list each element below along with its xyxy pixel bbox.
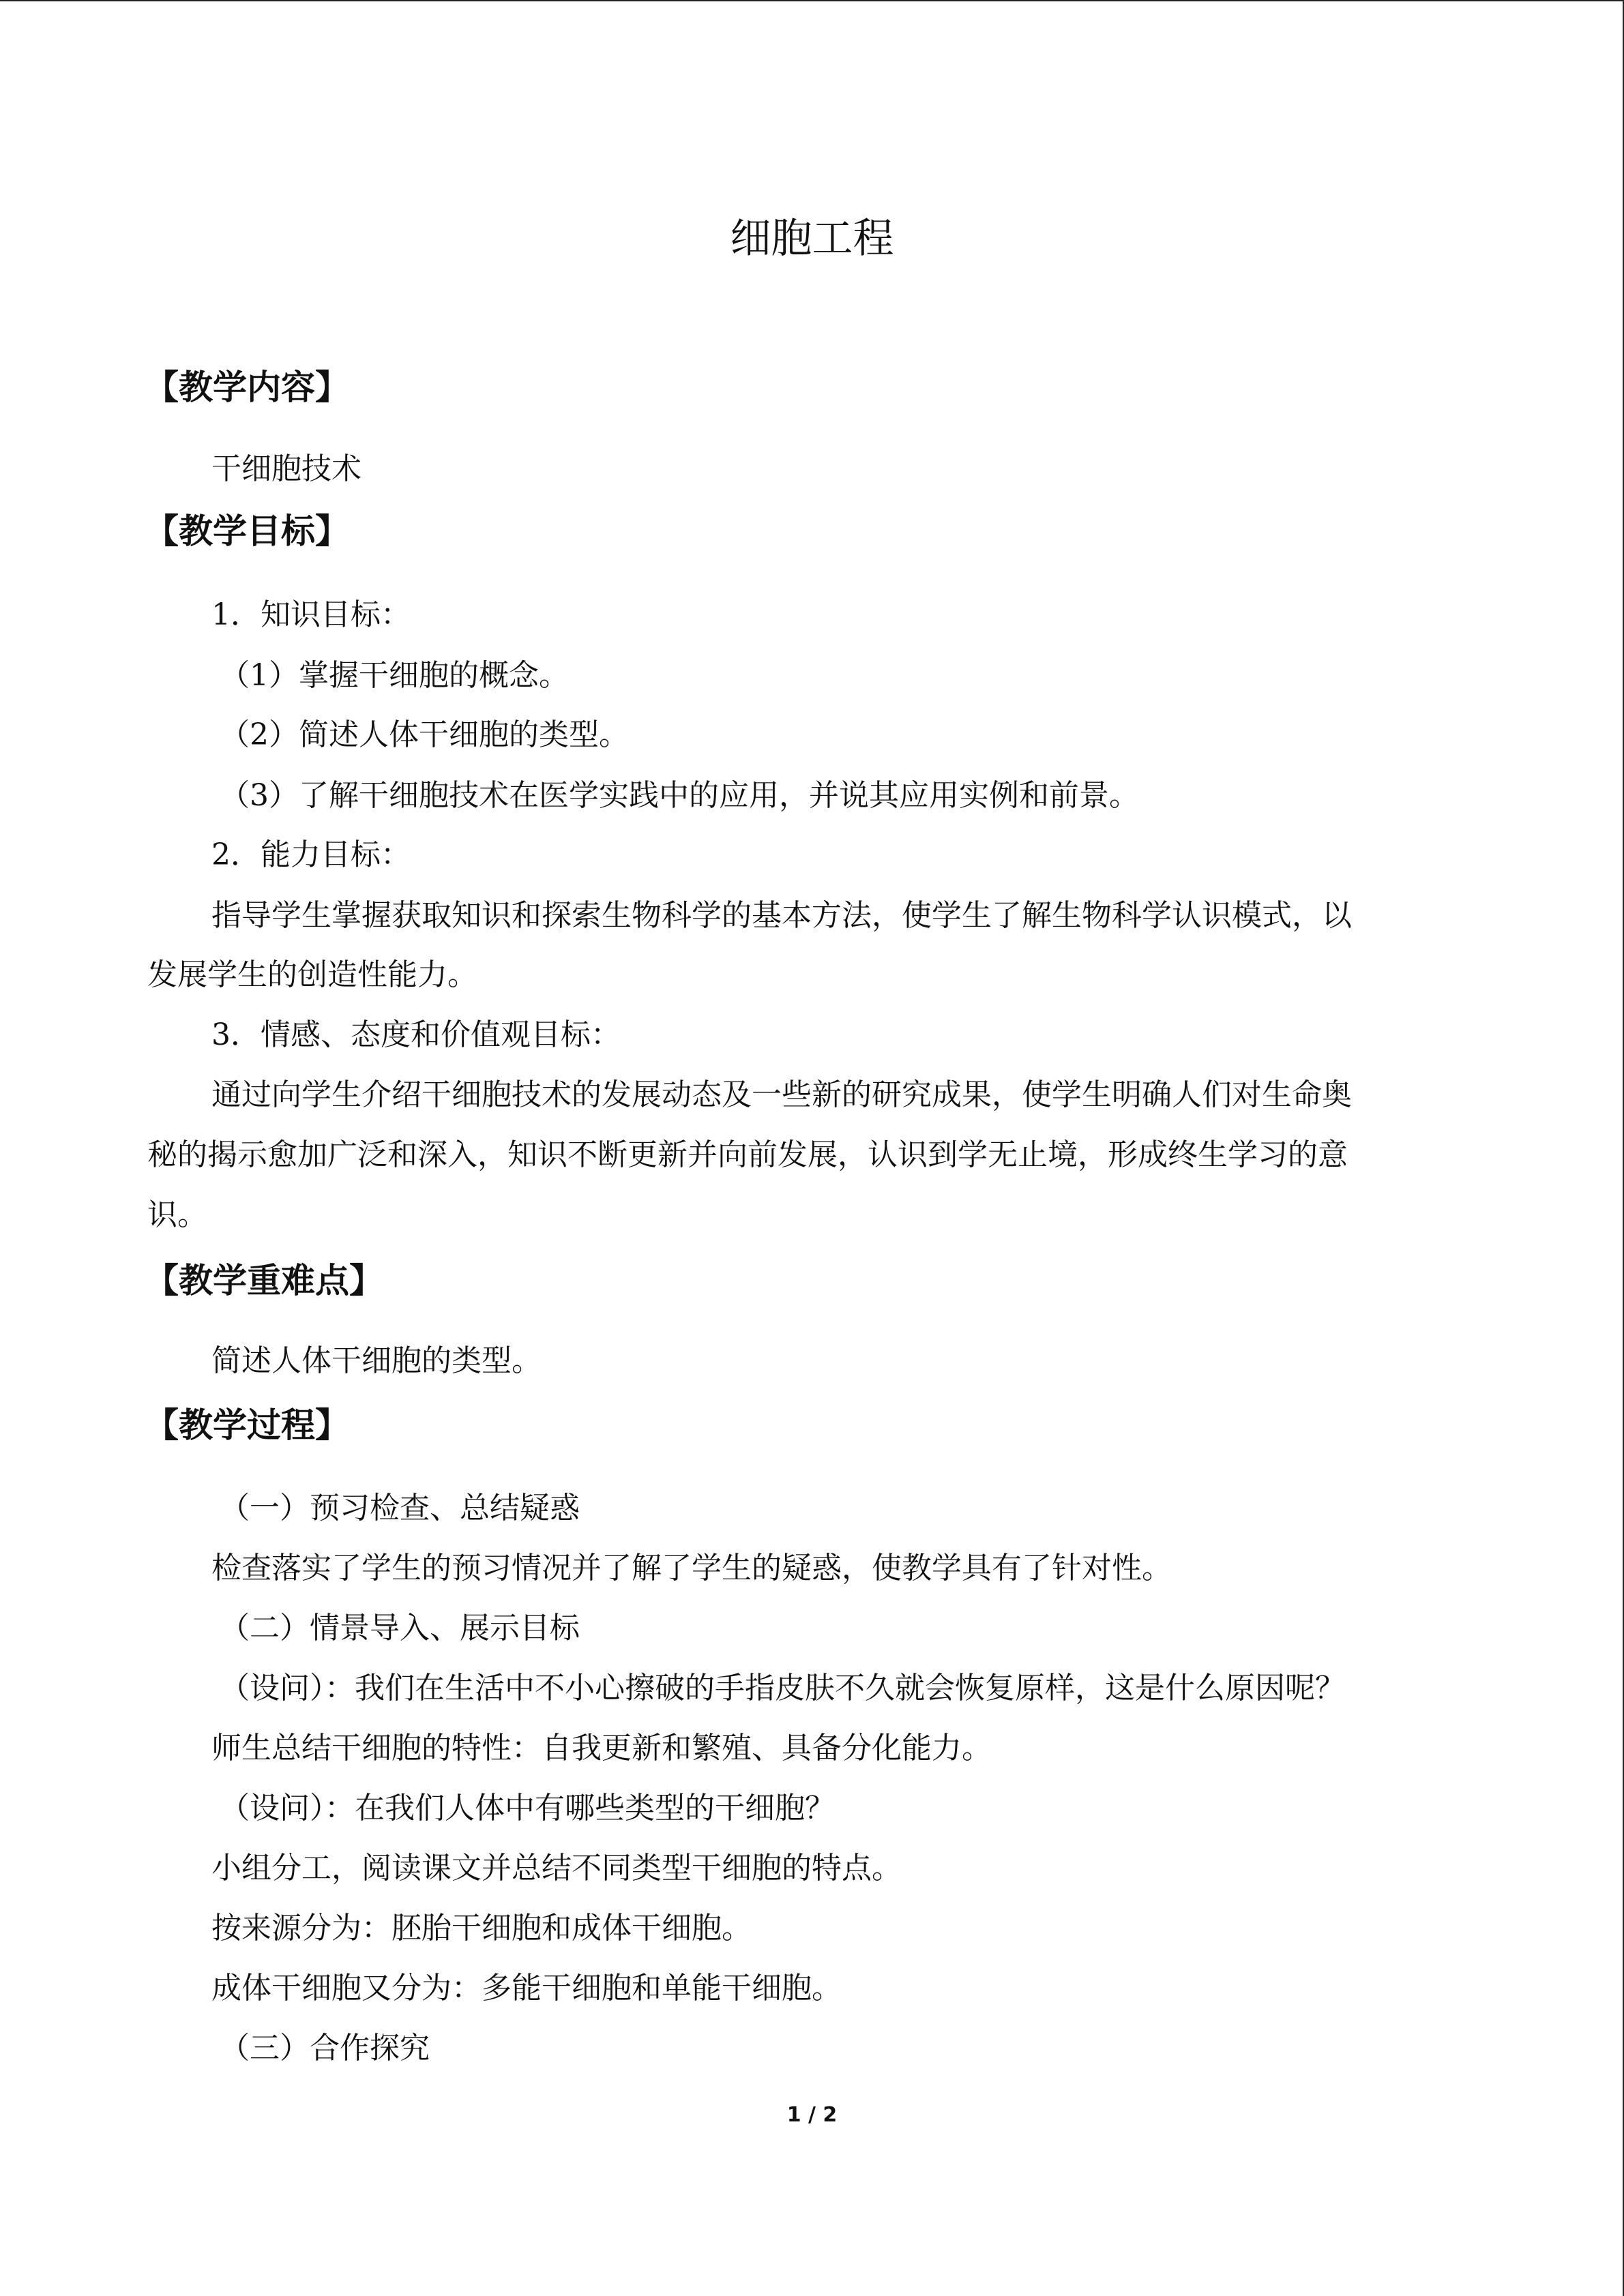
key-points-text: 简述人体干细胞的类型。 xyxy=(211,1343,542,1378)
heading-key-points: 【教学重难点】 xyxy=(145,1261,383,1300)
knowledge-goal-item: （1）掌握干细胞的概念。 xyxy=(220,658,569,693)
process-line: （三）合作探究 xyxy=(220,2031,430,2066)
knowledge-goal-item: （2）简述人体干细胞的类型。 xyxy=(220,717,629,752)
emotion-goal-line: 通过向学生介绍干细胞技术的发展动态及一些新的研究成果，使学生明确人们对生命奥 xyxy=(211,1077,1352,1112)
page-number: 1 / 2 xyxy=(786,2103,838,2127)
process-line: （设问）：在我们人体中有哪些类型的干细胞？ xyxy=(220,1791,835,1825)
process-line: 成体干细胞又分为：多能干细胞和单能干细胞。 xyxy=(211,1971,842,2006)
knowledge-goal-label: 1．知识目标： xyxy=(211,597,411,632)
process-line: （二）情景导入、展示目标 xyxy=(220,1611,580,1645)
emotion-goal-label: 3．情感、态度和价值观目标： xyxy=(211,1017,621,1052)
emotion-goal-line: 秘的揭示愈加广泛和深入，知识不断更新并向前发展，认识到学无止境，形成终生学习的意 xyxy=(147,1137,1348,1172)
knowledge-goal-item: （3）了解干细胞技术在医学实践中的应用，并说其应用实例和前景。 xyxy=(220,778,1139,813)
process-line: （设问）：我们在生活中不小心擦破的手指皮肤不久就会恢复原样，这是什么原因呢？ xyxy=(220,1671,1345,1705)
teaching-content-text: 干细胞技术 xyxy=(211,451,361,486)
emotion-goal-line: 识。 xyxy=(147,1197,207,1232)
process-line: 检查落实了学生的预习情况并了解了学生的疑惑，使教学具有了针对性。 xyxy=(211,1551,1172,1585)
heading-teaching-process: 【教学过程】 xyxy=(145,1405,349,1445)
ability-goal-line: 指导学生掌握获取知识和探索生物科学的基本方法，使学生了解生物科学认识模式，以 xyxy=(211,898,1352,933)
heading-teaching-content: 【教学内容】 xyxy=(145,368,349,407)
process-line: 师生总结干细胞的特性：自我更新和繁殖、具备分化能力。 xyxy=(211,1731,992,1765)
heading-teaching-goals: 【教学目标】 xyxy=(145,511,349,551)
process-line: 按来源分为：胚胎干细胞和成体干细胞。 xyxy=(211,1911,752,1945)
process-line: （一）预习检查、总结疑惑 xyxy=(220,1491,580,1525)
ability-goal-line: 发展学生的创造性能力。 xyxy=(147,957,477,992)
page-title: 细胞工程 xyxy=(730,215,894,263)
ability-goal-label: 2．能力目标： xyxy=(211,837,411,872)
process-line: 小组分工，阅读课文并总结不同类型干细胞的特点。 xyxy=(211,1851,902,1885)
